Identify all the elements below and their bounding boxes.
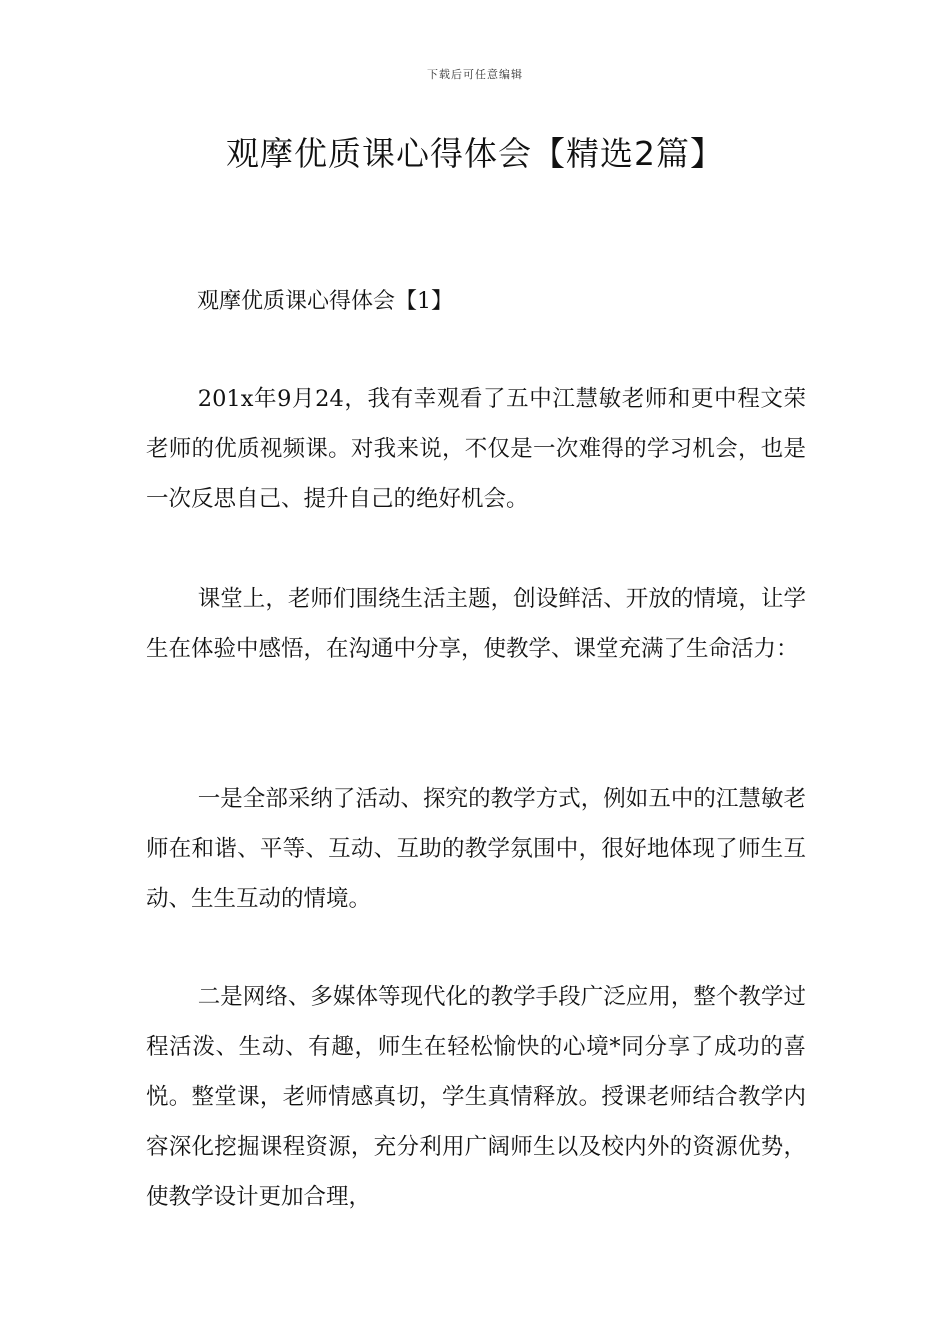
header-note: 下载后可任意编辑	[427, 68, 523, 81]
paragraph-3: 一是全部采纳了活动、探究的教学方式，例如五中的江慧敏老师在和谐、平等、互动、互助的教学氛围中，很好地体现了师生互动、生生互动的情境。	[146, 786, 806, 912]
section-heading: 观摩优质课心得体会【1】	[197, 289, 453, 314]
paragraph-2: 课堂上，老师们围绕生活主题，创设鲜活、开放的情境，让学生在体验中感悟，在沟通中分享，使教学、课堂充满了生命活力：	[146, 586, 806, 662]
document-title: 观摩优质课心得体会【精选2篇】	[226, 134, 724, 173]
paragraph-1: 201x年9月24，我有幸观看了五中江慧敏老师和更中程文荣老师的优质视频课。对我来说，不仅是一次难得的学习机会，也是一次反思自己、提升自己的绝好机会。	[146, 386, 806, 512]
paragraph-4: 二是网络、多媒体等现代化的教学手段广泛应用，整个教学过程活泼、生动、有趣，师生在轻松愉快的心境*同分享了成功的喜悦。整堂课，老师情感真切，学生真情释放。授课老师结合教学内容深化挖掘课程资源，充分利用广阔师生以及校内外的资源优势，使教学设计更加合理，	[146, 984, 806, 1210]
